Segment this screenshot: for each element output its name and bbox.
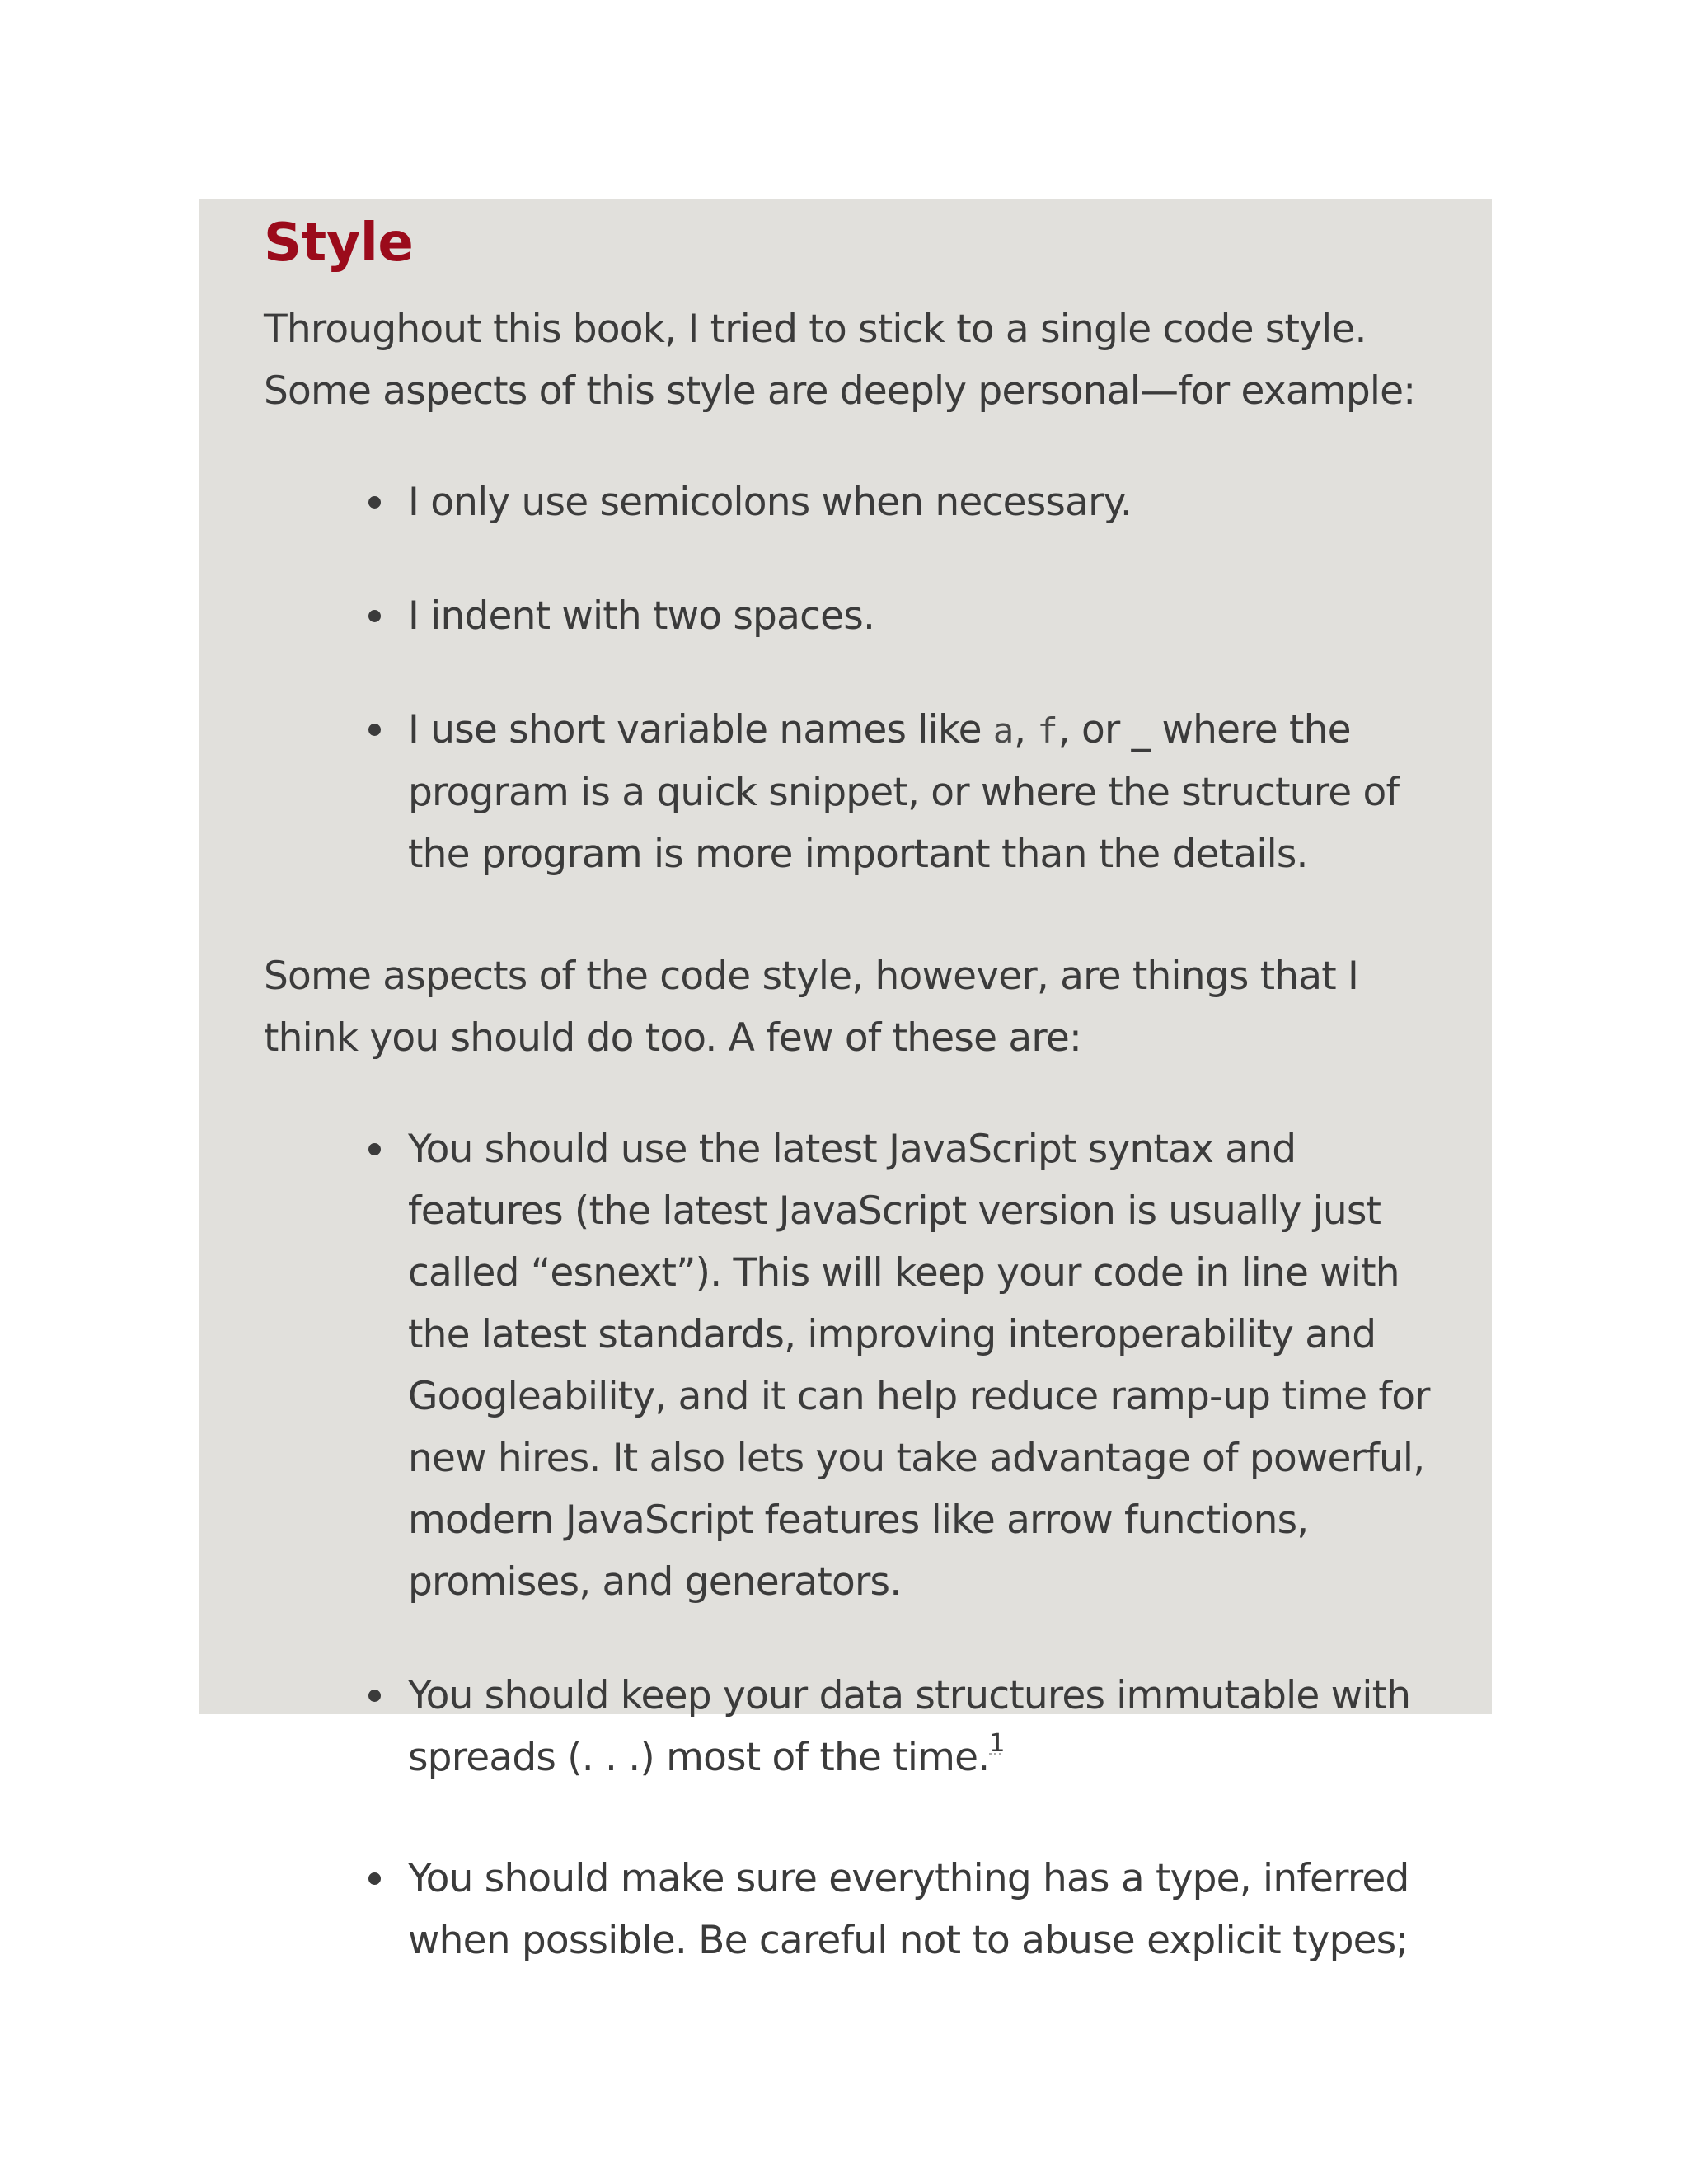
book-page-panel bbox=[199, 199, 1492, 1963]
list-item-line: You should use the latest JavaScript syntax and bbox=[408, 1127, 1296, 1172]
list-item-text: I only use semicolons when necessary. bbox=[408, 480, 1132, 525]
bullet-icon bbox=[368, 1690, 381, 1702]
bullet-icon bbox=[368, 496, 381, 509]
intro-paragraph bbox=[264, 298, 1415, 422]
list-item-line: Googleability, and it can help reduce ramp-up time for bbox=[408, 1374, 1430, 1419]
section-heading: Style bbox=[264, 213, 414, 274]
bullet-icon bbox=[368, 610, 381, 622]
bullet-icon bbox=[368, 724, 381, 736]
list-item-line-1: I use short variable names like a, f, or _ where the bbox=[408, 707, 1351, 752]
footnote-link[interactable]: 1 bbox=[989, 1729, 1005, 1759]
list-item-line-1: You should keep your data structures immutable with bbox=[408, 1673, 1411, 1718]
bullet-icon bbox=[368, 1872, 381, 1885]
list-item-line: modern JavaScript features like arrow functions, bbox=[408, 1497, 1309, 1543]
list-item-line: new hires. It also lets you take advantage of powerful, bbox=[408, 1436, 1425, 1481]
list-item-line-3: the program is more important than the details. bbox=[408, 832, 1308, 877]
list-item-line: the latest standards, improving interoperability and bbox=[408, 1312, 1376, 1357]
list-item bbox=[408, 471, 1132, 533]
list-item-line: called “esnext”). This will keep your code in line with bbox=[408, 1250, 1400, 1296]
list-item-line: promises, and generators. bbox=[408, 1559, 902, 1605]
list-item-text: I indent with two spaces. bbox=[408, 593, 875, 639]
list-item-line-2: program is a quick snippet, or where the structure of bbox=[408, 770, 1400, 815]
list-item-line: You should make sure everything has a type, inferred bbox=[408, 1856, 1409, 1901]
intro-line-2: Some aspects of this style are deeply personal—for example: bbox=[264, 368, 1416, 414]
bullet-icon bbox=[368, 1143, 381, 1155]
list-item bbox=[408, 1848, 1409, 1971]
list-item bbox=[408, 585, 874, 647]
second-line-2: think you should do too. A few of these are: bbox=[264, 1015, 1081, 1061]
list-item bbox=[408, 1118, 1430, 1613]
second-paragraph bbox=[264, 945, 1358, 1069]
list-item-line: features (the latest JavaScript version is usually just bbox=[408, 1188, 1381, 1234]
list-item-line-2: spreads (. . .) most of the time.$^1$ bbox=[408, 1729, 1005, 1780]
list-item bbox=[408, 699, 1399, 885]
intro-line-1: Throughout this book, I tried to stick to a single code style. bbox=[264, 307, 1367, 352]
code-var-a: a bbox=[992, 710, 1015, 751]
code-var-f: f bbox=[1037, 710, 1058, 751]
list-item bbox=[408, 1665, 1410, 1788]
list-item-line: when possible. Be careful not to abuse explicit types; bbox=[408, 1918, 1409, 1963]
second-line-1: Some aspects of the code style, however, are things that I bbox=[264, 954, 1359, 999]
